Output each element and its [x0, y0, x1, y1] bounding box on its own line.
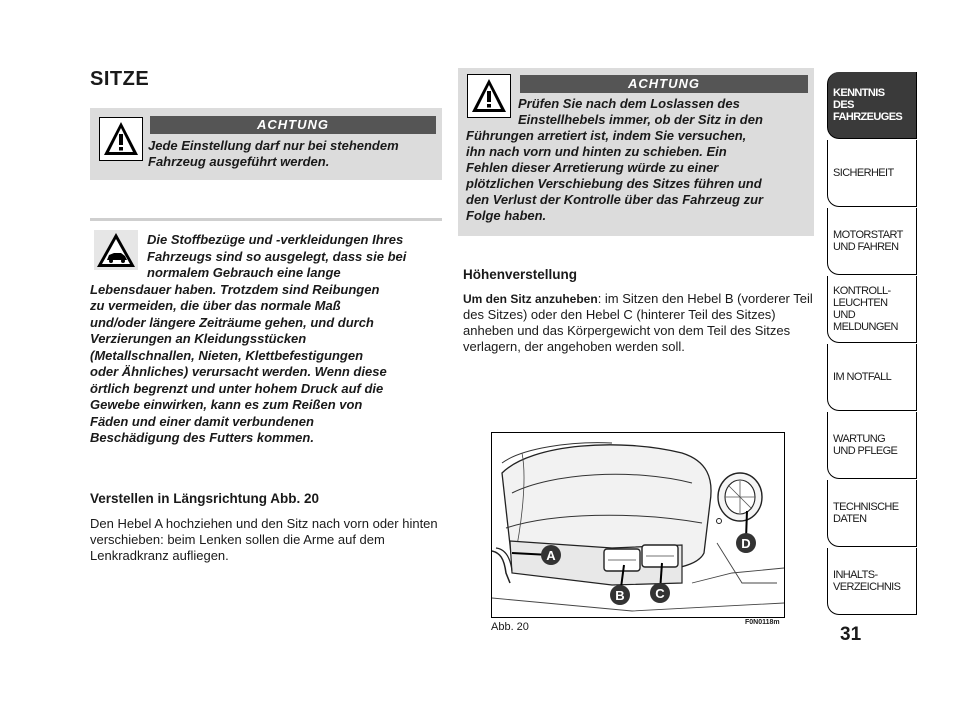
- label-a-badge: [541, 545, 561, 565]
- label-d-badge: [736, 533, 756, 553]
- warning-text: Prüfen Sie nach dem Loslassen des Einstellhebels immer, ob der Sitz in den Führungen arretiert ist, indem Sie versuchen, ihn nach vorn und hinten zu schieben. Ein Fehlen dieser Arretierung würde zu einer plötzlichen Verschiebung des Sitzes führen und den Verlust der Kontrolle über das Fahrzeug zur Folge haben.: [466, 96, 764, 223]
- section-text-height: Um den Sitz anzuheben: im Sitzen den Hebel B (vorderer Teil des Sitzes) oder den Hebel C (hinterer Teil des Sitzes) anheben und das Körpergewicht von dem Teil des Sitzes verlagern, der angehoben werden soll.: [463, 291, 813, 354]
- warning-text: Jede Einstellung darf nur bei stehendem Fahrzeug ausgeführt werden.: [148, 138, 399, 169]
- sidebar-tab-wartung[interactable]: WARTUNG UND PFLEGE: [827, 412, 917, 479]
- figure-label-c: C: [655, 586, 665, 601]
- sidebar-tab-motorstart[interactable]: MOTORSTART UND FAHREN: [827, 208, 917, 275]
- seat-adjustment-figure: [491, 432, 785, 618]
- sidebar-tab-kontrollleuchten[interactable]: KONTROLL- LEUCHTEN UND MELDUNGEN: [827, 276, 917, 343]
- figure-code: F0N0118m: [745, 619, 780, 626]
- warning-header: ACHTUNG: [150, 116, 436, 134]
- section-heading-longitudinal: Verstellen in Längsrichtung Abb. 20: [90, 491, 320, 506]
- warning-box-left: [90, 108, 442, 180]
- sidebar-tab-notfall[interactable]: IM NOTFALL: [827, 344, 917, 411]
- label-c-badge: [650, 583, 670, 603]
- warning-triangle-icon: [99, 117, 143, 161]
- warning-box-right: [458, 68, 814, 236]
- figure-caption: Abb. 20: [491, 621, 529, 633]
- figure-label-d: D: [741, 536, 751, 551]
- section-text-longitudinal: Den Hebel A hochziehen und den Sitz nach vorn oder hinten verschieben: beim Lenken sollen die Arme auf dem Lenkradkranz aufliegen.: [90, 516, 438, 563]
- care-note: Die Stoffbezüge und -verkleidungen Ihres Fahrzeugs sind so ausgelegt, dass sie bei normalem Gebrauch eine lange Lebensdauer haben. Trotzdem sind Reibungen zu vermeiden, die über das normale Maß und/oder längere Zeiträume gehen, und durch Verzierungen an Kleidungsstücken (Metallschnallen, Nieten, Klettbefestigungen oder Ähnliches) verursacht werden. Wenn diese örtlich begrenzt und unter hohem Druck auf die Gewebe einwirken, kann es zum Reißen von Fäden und einer damit verbundenen Beschädigung des Futters kommen.: [90, 232, 407, 445]
- sidebar-tab-inhaltsverzeichnis[interactable]: INHALTS- VERZEICHNIS: [827, 548, 917, 615]
- divider: [90, 218, 442, 221]
- figure-label-b: B: [615, 588, 625, 603]
- page-number: 31: [840, 624, 862, 645]
- sidebar-tab-technische-daten[interactable]: TECHNISCHE DATEN: [827, 480, 917, 547]
- sidebar-tab-kenntnis[interactable]: KENNTNIS DES FAHRZEUGES: [827, 72, 917, 139]
- section-heading-height: Höhenverstellung: [463, 267, 578, 282]
- page-title: SITZE: [90, 68, 150, 90]
- figure-label-a: A: [546, 548, 556, 563]
- sidebar-tab-sicherheit[interactable]: SICHERHEIT: [827, 140, 917, 207]
- warning-header: ACHTUNG: [520, 75, 808, 93]
- label-b-badge: [610, 585, 630, 605]
